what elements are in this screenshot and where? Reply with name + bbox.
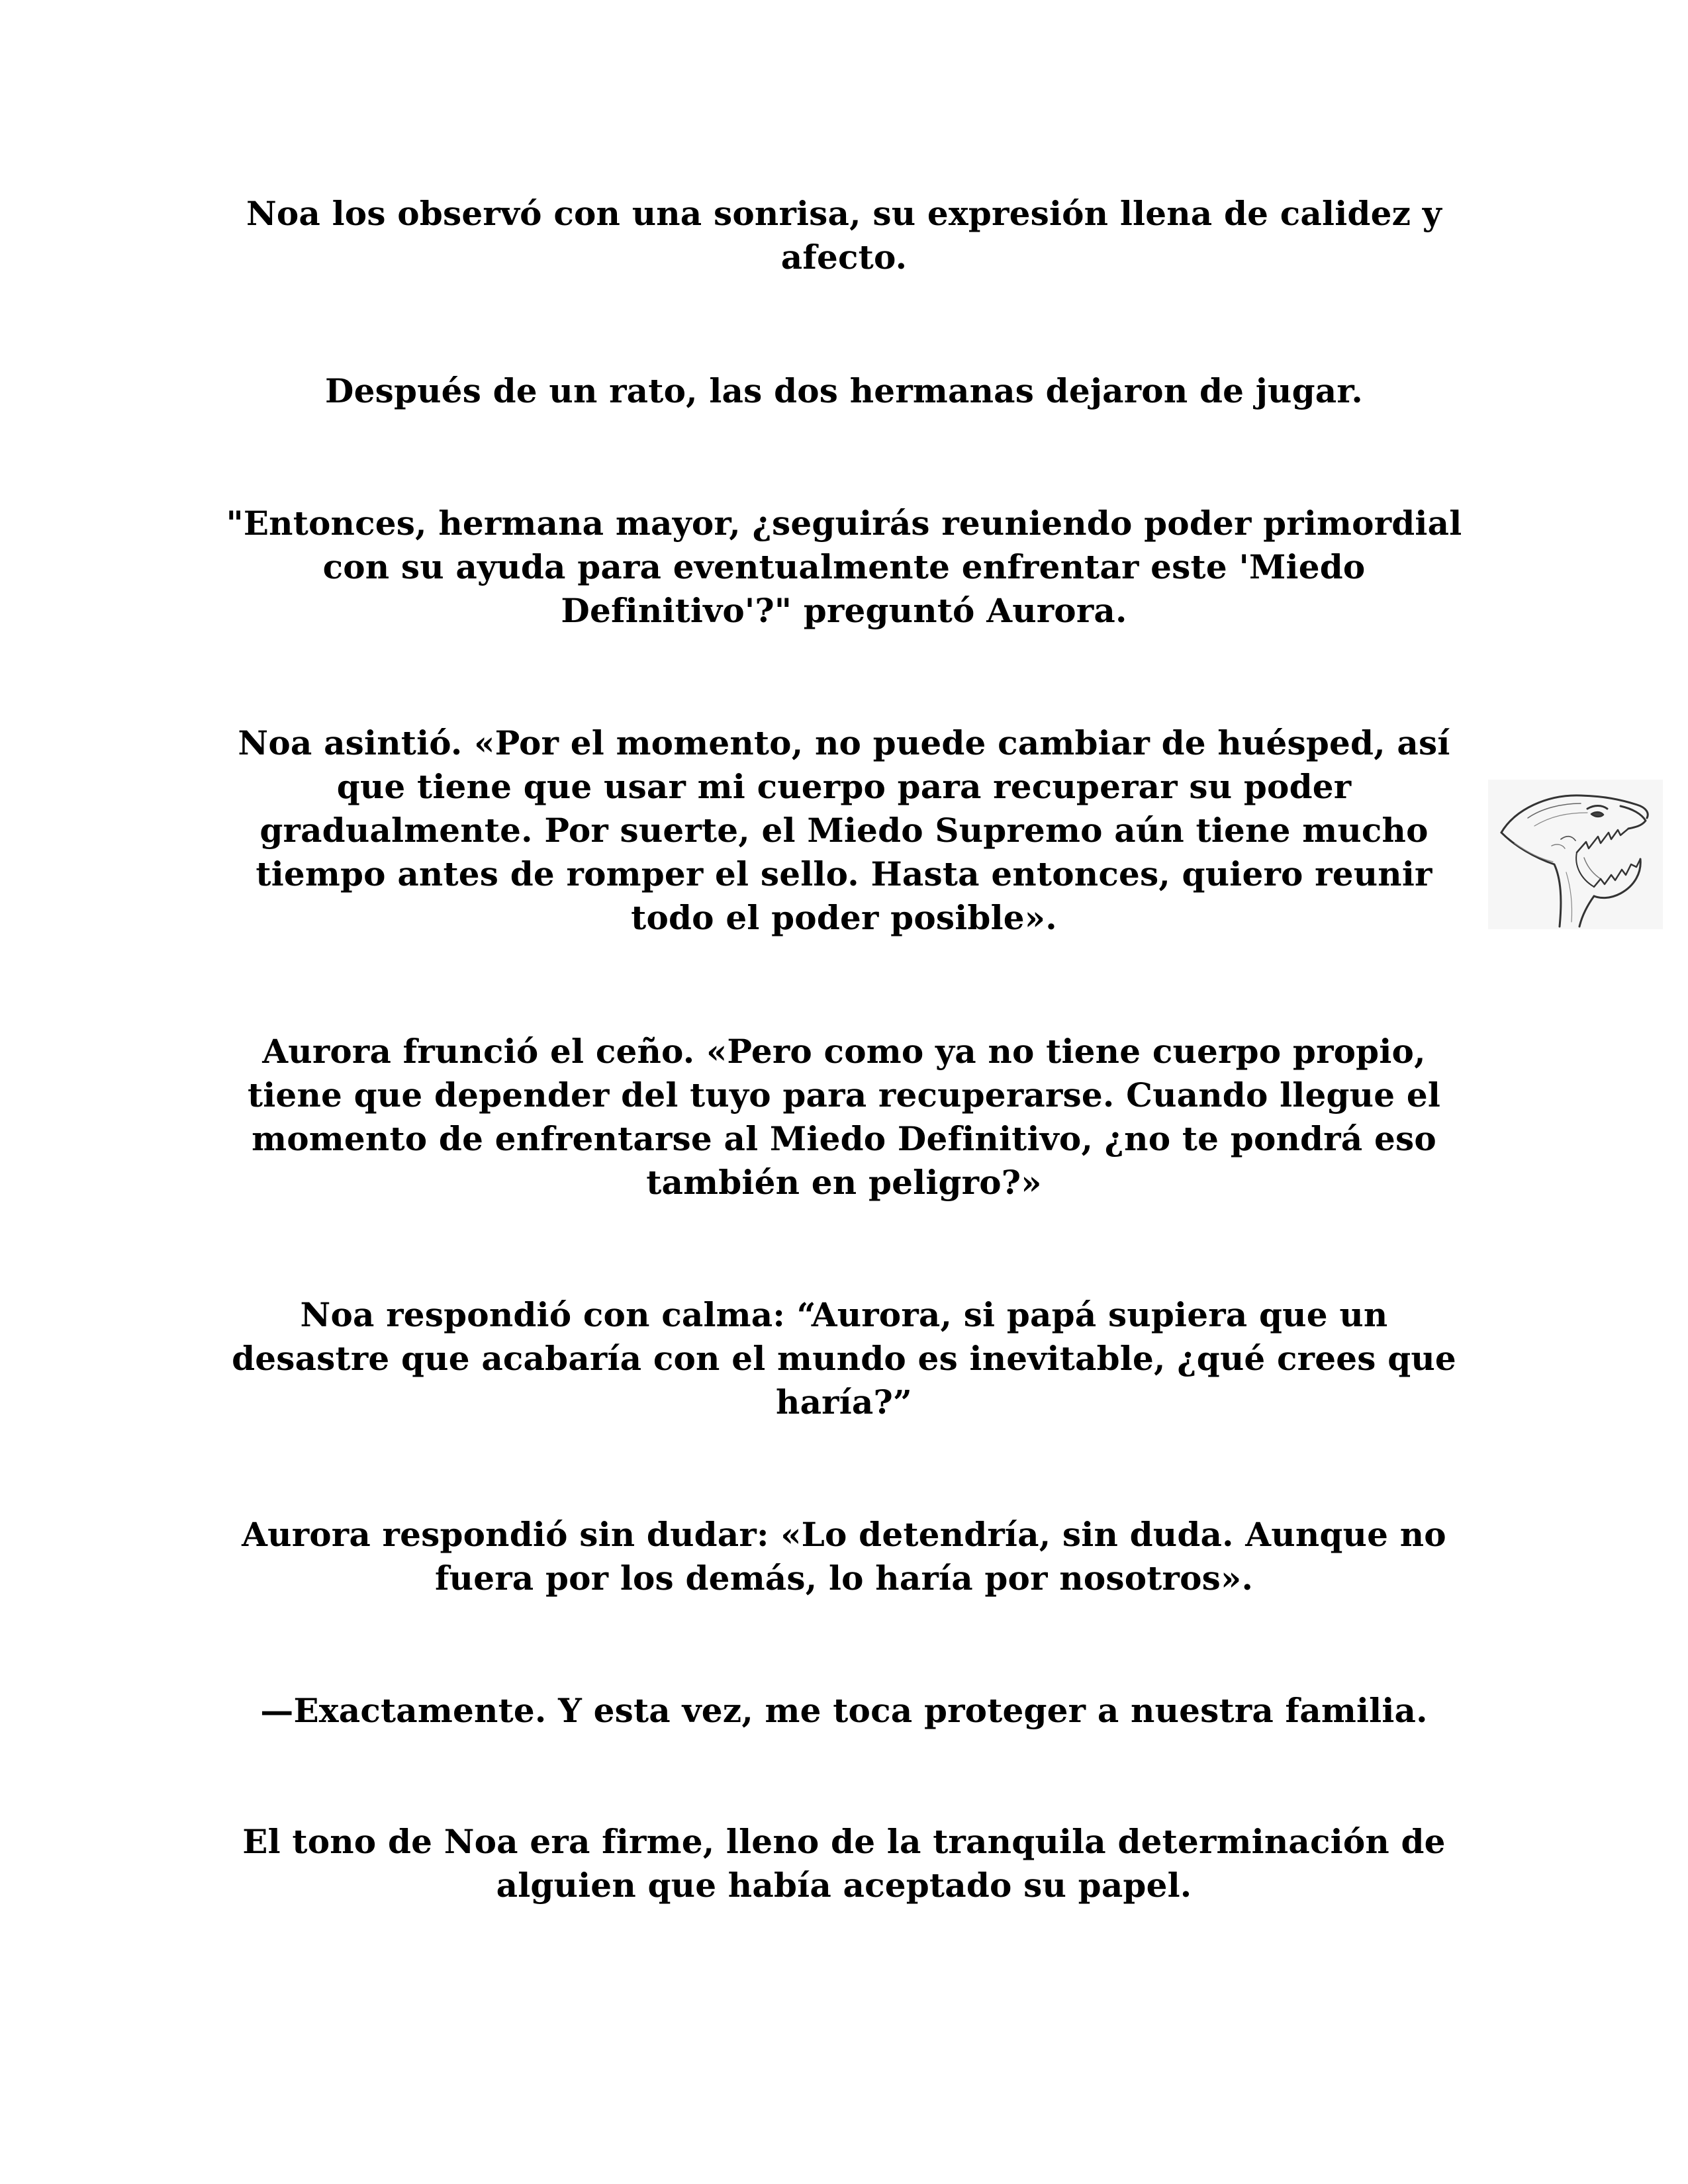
paragraph-4: Noa asintió. «Por el momento, no puede cambiar de huésped, así que tiene que usar mi cuerpo para recuperar su poder gradualmente. Por suerte, el Miedo Supremo aún tiene mucho tiempo antes de romper el sello. Hasta entonces, quiero reunir todo el poder posible». (238, 723, 1450, 937)
paragraph-6: Noa respondió con calma: “Aurora, si papá supiera que un desastre que acabaría con el mundo es inevitable, ¿qué crees que haría?” (232, 1295, 1456, 1422)
paragraph-9: El tono de Noa era firme, lleno de la tranquila determinación de alguien que había aceptado su papel. (242, 1822, 1446, 1905)
paragraph-7: Aurora respondió sin dudar: «Lo detendría, sin duda. Aunque no fuera por los demás, lo haría por nosotros». (242, 1515, 1446, 1598)
paragraph-2: Después de un rato, las dos hermanas dejaron de jugar. (325, 371, 1363, 410)
paragraph-3: "Entonces, hermana mayor, ¿seguirás reuniendo poder primordial con su ayuda para eventualmente enfrentar este 'Miedo Definitivo'?" preguntó Aurora. (226, 504, 1462, 630)
paragraph-5: Aurora frunció el ceño. «Pero como ya no tiene cuerpo propio, tiene que depender del tuyo para recuperarse. Cuando llegue el momento de enfrentarse al Miedo Definitivo, ¿no te pondrá eso también en peligro?» (247, 1032, 1441, 1202)
paragraph-8: —Exactamente. Y esta vez, me toca proteger a nuestra familia. (260, 1691, 1428, 1730)
dinosaur-head-sketch-icon (1488, 780, 1663, 929)
paragraph-1: Noa los observó con una sonrisa, su expresión llena de calidez y afecto. (246, 194, 1442, 277)
